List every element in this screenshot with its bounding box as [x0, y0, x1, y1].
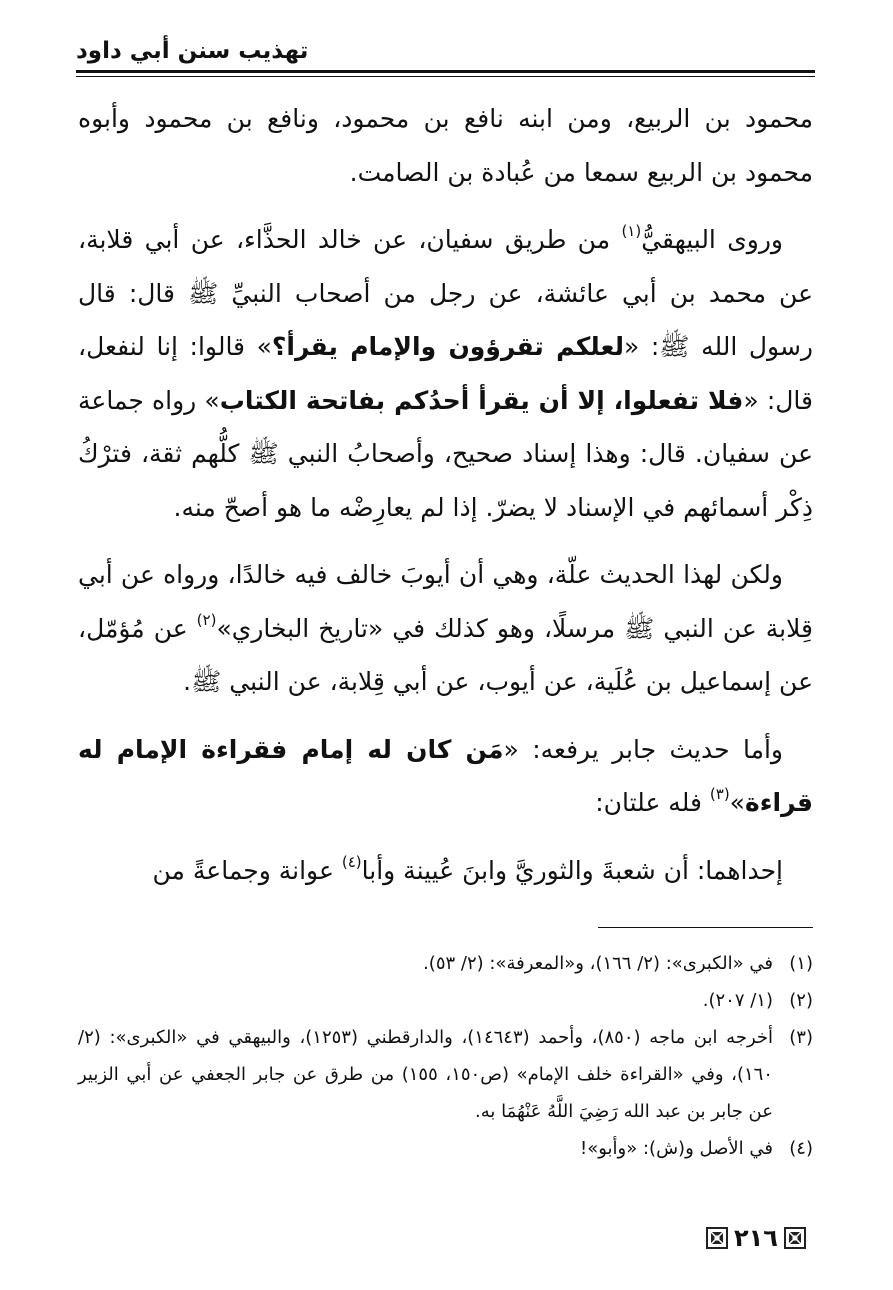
footnote-text: (١/ ٢٠٧).	[702, 990, 773, 1011]
paragraph-2-text-d: » رواه جماعة عن سفيان. قال: وهذا إسناد صحيح، وأصحابُ النبي ﷺ كلُّهم ثقة، فترْكُ ذِكْر أسمائهم في الإسناد لا يضرّ. إذا لم يعارِضْه ما هو أصحّ منه.	[78, 385, 813, 522]
footnote-number: (٢)	[789, 990, 813, 1011]
paragraph-4	[78, 723, 813, 830]
hadith-quote-3: مَن كان له إمام فقراءة الإمام له قراءة	[78, 734, 813, 817]
main-text	[78, 92, 813, 911]
footnote-number: (٤)	[789, 1138, 813, 1159]
footnote-number: (١)	[789, 953, 813, 974]
footnote-text: في «الكبرى»: (٢/ ١٦٦)، و«المعرفة»: (٢/ ٥٣).	[423, 953, 773, 974]
footnote-item	[78, 1130, 813, 1167]
running-header-title: تهذيب سنن أبي داود	[76, 38, 309, 64]
paragraph-4-text-b: »	[729, 788, 745, 817]
ornament-right-icon	[784, 1227, 806, 1249]
footnote-ref-4[interactable]: (٤)	[341, 852, 362, 871]
paragraph-1-text: محمود بن الربيع، ومن ابنه نافع بن محمود، ونافع بن محمود وأبوه محمود بن الربيع سمعا من عُبادة بن الصامت.	[78, 104, 813, 187]
paragraph-1	[78, 92, 813, 199]
paragraph-4-text-a: وأما حديث جابر يرفعه: «	[503, 734, 783, 764]
header-rule-thin	[76, 76, 815, 77]
footnote-text: في الأصل و(ش): «وأبو»!	[580, 1138, 773, 1159]
paragraph-5-text-a: إحداهما: أن شعبةَ والثوريَّ وابنَ عُيينة وأبا	[361, 855, 783, 885]
footnote-item	[78, 982, 813, 1019]
hadith-quote-2: فلا تفعلوا، إلا أن يقرأ أحدُكم بفاتحة الكتاب	[219, 385, 744, 415]
paragraph-3-text-a: ولكن لهذا الحديث علّة، وهي أن أيوبَ خالف فيه خالدًا، ورواه عن أبي قِلابة عن النبي ﷺ مرسلًا، وهو كذلك في «تاريخ البخاري»	[78, 560, 814, 643]
paragraph-2-text-c: » قالوا: إنا لنفعل، قال: «	[78, 332, 813, 415]
ornament-left-icon	[706, 1227, 728, 1249]
footnote-text: أخرجه ابن ماجه (٨٥٠)، وأحمد (١٤٦٤٣)، والدارقطني (١٢٥٣)، والبيهقي في «الكبرى»: (٢/ ١٦٠)، وفي «القراءة خلف الإمام» (ص١٥٠، ١٥٥) من طرق عن جابر الجعفي عن أبي الزبير عن جابر بن عبد الله رَضِيَ اللَّهُ عَنْهُمَا به.	[78, 1027, 774, 1122]
page-number: ٢١٦	[734, 1224, 778, 1252]
paragraph-4-text-c: فله علتان:	[595, 788, 710, 817]
footnotes	[78, 945, 813, 1167]
footnote-ref-1[interactable]: (١)	[621, 222, 642, 240]
footnote-item	[78, 1019, 813, 1130]
paragraph-2	[78, 213, 813, 534]
hadith-quote-1: لعلكم تقرؤون والإمام يقرأ؟	[271, 332, 624, 361]
paragraph-5-text-b: عوانة وجماعةً من	[152, 855, 342, 885]
paragraph-2-text-b: من طريق سفيان، عن خالد الحذَّاء، عن أبي قلابة، عن محمد بن أبي عائشة، عن رجل من أصحاب النبيِّ ﷺ قال: قال رسول الله ﷺ: «	[78, 225, 813, 361]
paragraph-3	[78, 548, 813, 709]
footnote-ref-3[interactable]: (٣)	[709, 785, 730, 803]
page-number-block	[706, 1222, 806, 1254]
paragraph-2-text-a: وروى البيهقيُّ	[641, 225, 783, 254]
footnote-separator	[598, 927, 813, 928]
footnote-number: (٣)	[789, 1027, 813, 1048]
paragraph-5	[78, 844, 813, 898]
header-rule-thick	[76, 70, 815, 73]
footnote-item	[78, 945, 813, 982]
paragraph-3-text-b: عن مُؤمّل، عن إسماعيل بن عُلَية، عن أيوب، عن أبي قِلابة، عن النبي ﷺ.	[78, 613, 813, 696]
footnote-ref-2[interactable]: (٢)	[196, 610, 217, 629]
